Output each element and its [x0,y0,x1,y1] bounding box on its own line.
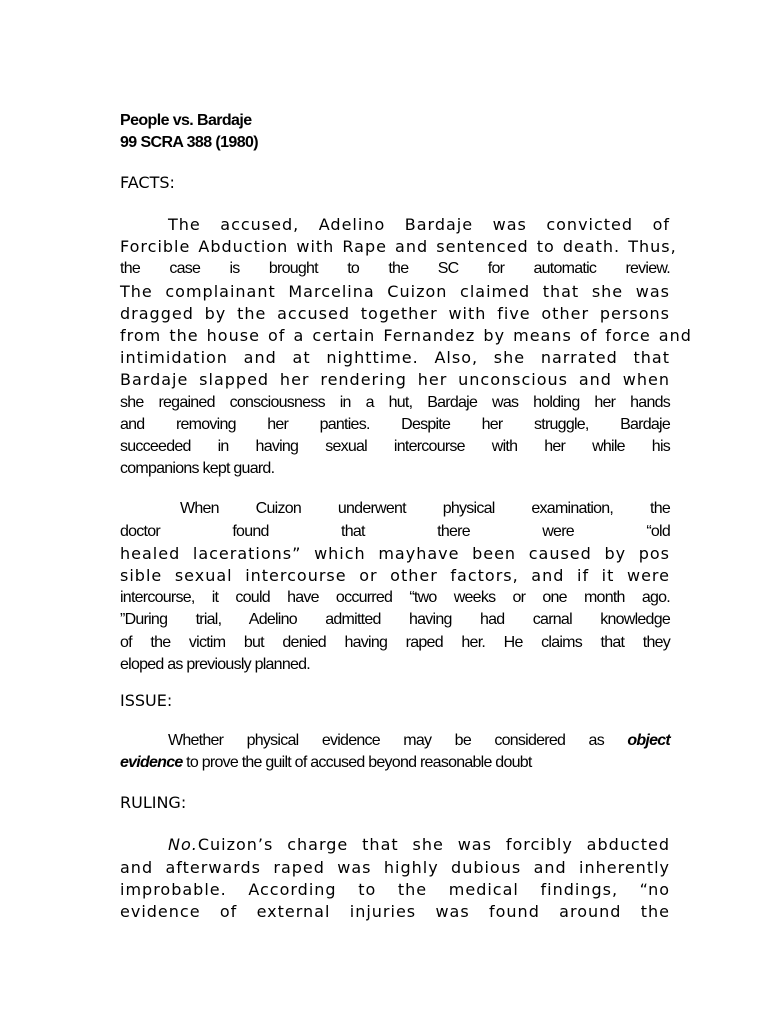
case-citation: 99 SCRA 388 (1980) [120,134,259,151]
facts-paragraph-2 [120,498,670,676]
text-line: companions kept guard. [120,460,275,478]
text-line: sible sexual intercourse or other factors, and if it were [120,566,670,586]
text-line: eloped as previously planned. [120,655,310,673]
case-title: People vs. Bardaje [120,112,252,129]
text-line: of the victim but denied having raped her. He claims that they [120,633,670,651]
facts-heading: FACTS: [120,173,175,192]
issue-emphasis-object: object [627,732,670,750]
issue-heading: ISSUE: [120,691,173,711]
ruling-lead: No. [168,835,198,855]
text-line: dragged by the accused together with five other persons [120,303,670,323]
text-line: and removing her panties. Despite her struggle, Bardaje [120,415,670,433]
text-line: the case is brought to the SC for automatic review. [120,260,670,278]
text-line [120,834,670,856]
issue-text-after: to prove the guilt of accused beyond reasonable doubt [182,754,532,772]
text-line: succeeded in having sexual intercourse with her while his [120,438,670,456]
text-line: The accused, Adelino Bardaje was convicted of [168,215,670,234]
text-line: Forcible Abduction with Rape and sentenced to death. Thus, [120,237,677,257]
text-line: intercourse, it could have occurred “two weeks or one month ago. [120,589,670,607]
text-line [120,730,670,752]
text-line: ”During trial, Adelino admitted having had carnal knowledge [120,611,670,629]
text-line: improbable. According to the medical findings, “no [120,879,670,899]
facts-paragraph-1 [120,214,692,480]
text-line: evidence of external injuries was found around the [120,902,670,922]
text-line: When Cuizon underwent physical examination, the [180,500,670,518]
text-line: and afterwards raped was highly dubious and inherently [120,857,670,877]
ruling-paragraph [120,834,670,923]
text-line: doctor found that there were “old [120,522,670,540]
issue-text-before: Whether physical evidence may be considered as [168,732,628,750]
ruling-line-1: Cuizon’s charge that she was forcibly abducted [197,835,670,855]
text-line: intimidation and at nighttime. Also, she narrated that [120,348,670,368]
ruling-heading: RULING: [120,793,187,813]
document-page [120,110,692,923]
issue-emphasis-evidence: evidence [120,754,183,772]
text-line: The complainant Marcelina Cuizon claimed that she was [120,281,670,301]
text-line [120,752,670,774]
text-line: she regained consciousness in a hut, Bardaje was holding her hands [120,393,670,411]
text-line: healed lacerations” which mayhave been caused by pos [120,543,670,563]
issue-paragraph [120,730,670,774]
text-line: Bardaje slapped her rendering her unconscious and when [120,370,670,390]
text-line: from the house of a certain Fernandez by means of force and [120,326,692,346]
